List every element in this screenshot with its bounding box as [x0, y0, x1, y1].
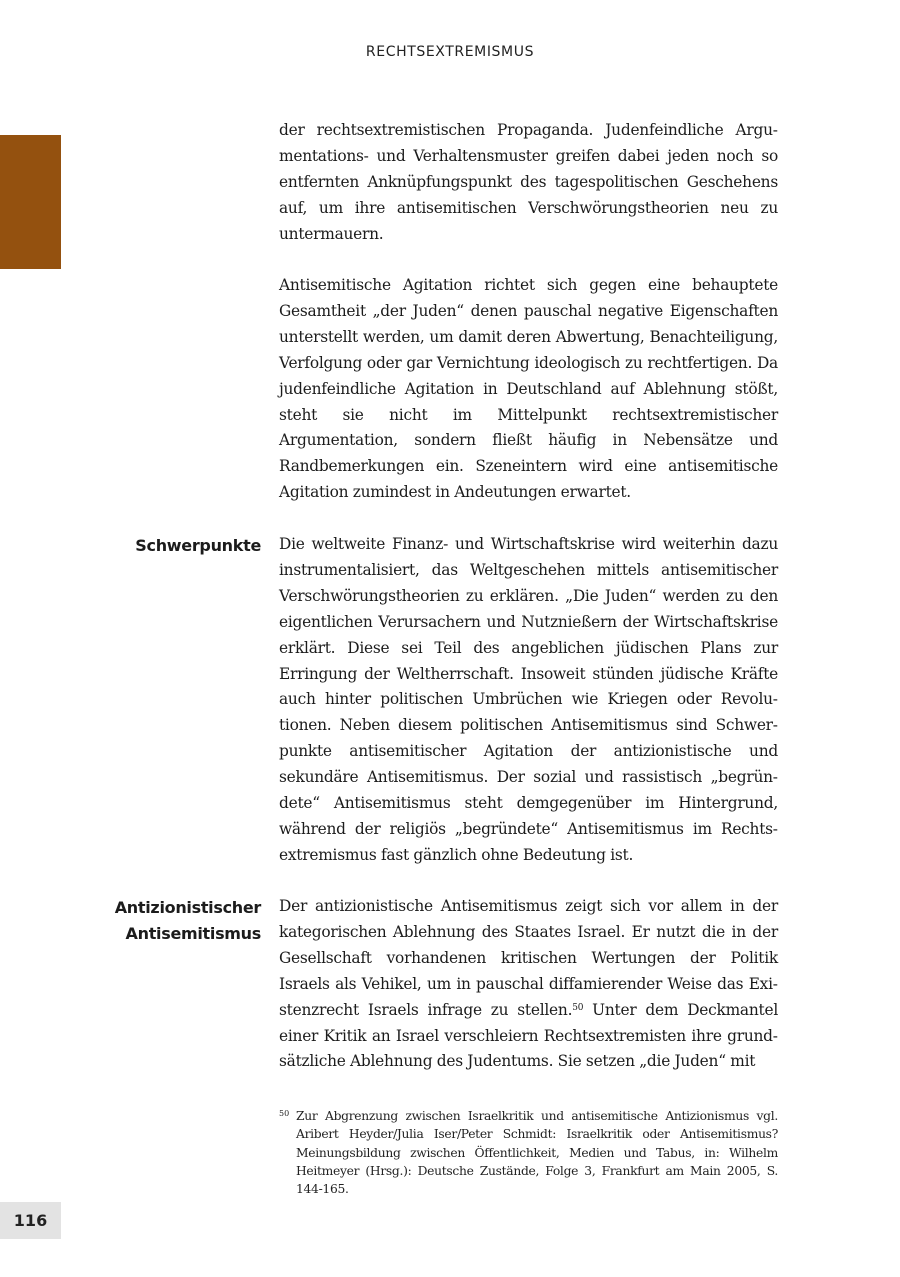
body-paragraph-3: Die weltweite Finanz- und Wirtschaftskrise wird weiterhin dazu instrumentalisiert, das Weltgeschehen mittels antisemitischer Verschwörungstheorien zu erklären. „Die Juden“ werden zu den eigentlichen Verursachern und Nutznießern der Wirtschaftskrise erklärt. Diese sei Teil des angeblichen jüdischen Plans zur Erringung der Weltherrschaft. Insoweit stünden jüdische Kräfte auch hinter politischen Umbrüchen wie Kriegen oder Revolutionen. Neben diesem politischen Antisemitismus sind Schwerpunkte antisemitischer Agitation der antizionistische und sekundäre Antisemitismus. Der sozial und rassistisch „begründete“ Antisemitismus steht demgegenüber im Hintergrund, während der religiös „begründete“ Antisemitismus im Rechtsextremismus fast gänzlich ohne Bedeutung ist. [279, 535, 778, 864]
side-heading-line-2: Antisemitismus [125, 924, 261, 943]
footnote-text: Zur Abgrenzung zwischen Israelkritik und antisemitische Antizionismus vgl. Aribert Heyder/Julia Iser/Peter Schmidt: Israelkritik oder Antisemitismus? Meinungsbildung zwischen Öffentlichkeit, Medien und Tabus, in: Wilhelm Heitmeyer (Hrsg.): Deutsche Zustände, Folge 3, Frankfurt am Main 2005, S. 144-165. [296, 1109, 778, 1197]
body-paragraph-4-part-b: Unter dem Deckmantel einer Kritik an Israel verschleiern Rechtsextremisten ihre grundsätzliche Ablehnung des Judentums. Sie setzen „die Juden“ mit [279, 1000, 778, 1071]
side-heading-antizionistischer-antisemitismus [60, 895, 261, 947]
side-heading-line-1: Antizionistischer [114, 898, 261, 917]
body-paragraph-1: der rechtsextremistischen Propaganda. Judenfeindliche Argumentations- und Verhaltensmuster greifen dabei jeden noch so entfernten Anknüpfungspunkt des tagespolitischen Geschehens auf, um ihre antisemitischen Verschwörungstheorien neu zu untermauern. [279, 121, 778, 243]
running-header: RECHTSEXTREMISMUS [365, 44, 535, 60]
body-paragraph-4-part-a: Der antizionistische Antisemitismus zeigt sich vor allem in der kategorischen Ablehnung des Staates Israel. Er nutzt die in der Gesellschaft vorhandenen kritischen Wertungen der Politik Israels als Vehikel, um in pauschal diffamierender Weise das Existenzrecht Israels infrage zu stellen. [279, 897, 778, 1019]
side-heading-schwerpunkte-text: Schwerpunkte [135, 536, 261, 555]
body-paragraph-4 [279, 894, 778, 1075]
footnote-reference-50[interactable]: 50 [572, 1002, 584, 1013]
chapter-color-tab [0, 135, 61, 269]
page-number: 116 [0, 1202, 61, 1239]
footnote-50 [279, 1107, 778, 1198]
body-paragraph-2: Antisemitische Agitation richtet sich gegen eine behauptete Gesamtheit „der Juden“ denen pauschal negative Eigenschaften unterstellt werden, um damit deren Abwertung, Benachteiligung, Verfolgung oder gar Vernichtung ideologisch zu rechtfertigen. Da judenfeindliche Agitation in Deutschland auf Ablehnung stößt, steht sie nicht im Mittelpunkt rechtsextremistischer Argumentation, sondern fließt häufig in Nebensätze und Randbemerkungen ein. Szeneintern wird eine antisemitische Agitation zumindest in Andeutungen erwartet. [279, 276, 778, 502]
side-heading-schwerpunkte [60, 533, 261, 559]
footnote-marker: 50 [279, 1109, 290, 1118]
